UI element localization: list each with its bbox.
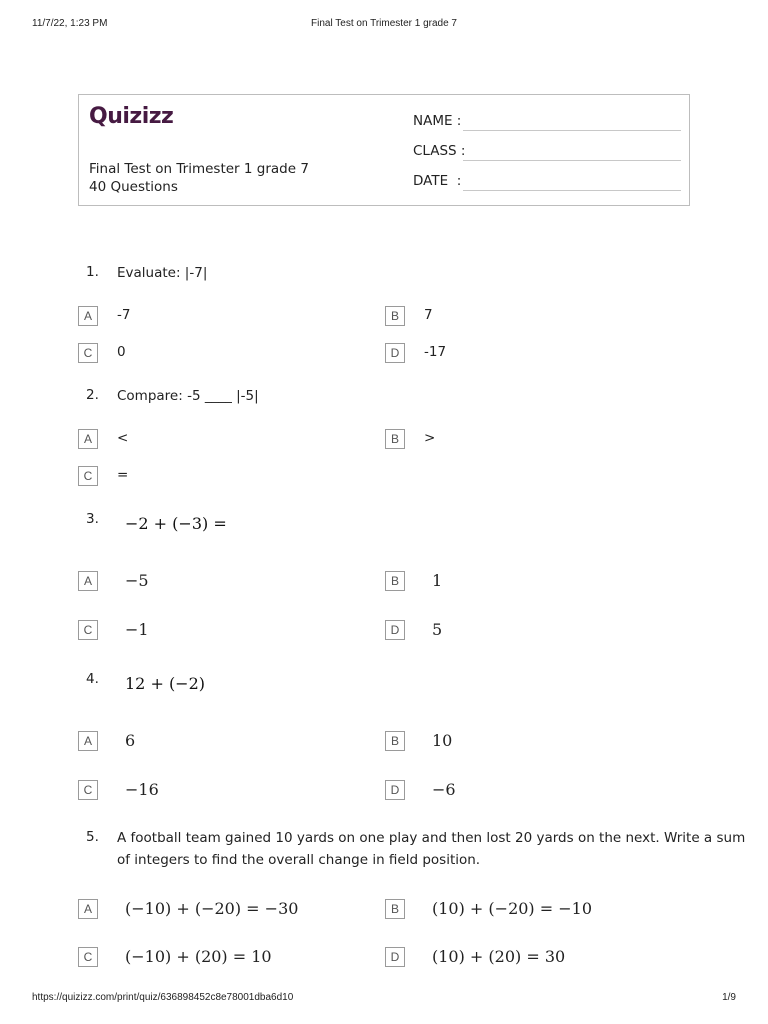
option-letter-box: B	[385, 306, 405, 326]
question-5-text-line-1: A football team gained 10 yards on one play and then lost 20 yards on the next. Write a sum	[117, 830, 746, 846]
question-2-number: 2.	[86, 387, 99, 403]
name-line	[463, 130, 681, 131]
print-url: https://quizizz.com/print/quiz/636898452c8e78001dba6d10	[32, 992, 294, 1003]
question-1-text: Evaluate: |-7|	[117, 265, 208, 281]
date-field[interactable]	[413, 171, 681, 191]
option-letter-box: C	[78, 343, 98, 363]
option-text: 6	[125, 731, 136, 750]
question-3-number: 3.	[86, 511, 99, 527]
class-field[interactable]	[413, 141, 681, 161]
option-letter-box: B	[385, 731, 405, 751]
option-letter-box: A	[78, 429, 98, 449]
question-3-text: −2 + (−3) =	[125, 514, 227, 533]
option-letter-box: A	[78, 571, 98, 591]
class-label: CLASS :	[413, 143, 466, 159]
option-letter-box: A	[78, 731, 98, 751]
option-text: 7	[424, 307, 433, 323]
option-letter-box: A	[78, 899, 98, 919]
date-label: DATE :	[413, 173, 462, 189]
option-text: (−10) + (20) = 10	[125, 947, 272, 966]
name-field[interactable]	[413, 111, 681, 131]
option-text: -17	[424, 344, 447, 360]
class-line	[463, 160, 681, 161]
question-5-text-line-2: of integers to find the overall change in field position.	[117, 852, 481, 868]
option-text: 5	[432, 620, 443, 639]
question-1-number: 1.	[86, 264, 99, 280]
option-letter-box: A	[78, 306, 98, 326]
question-count: 40 Questions	[89, 179, 178, 195]
option-letter-box: D	[385, 947, 405, 967]
option-text: >	[424, 430, 436, 446]
option-text: (−10) + (−20) = −30	[125, 899, 299, 918]
option-letter-box: D	[385, 343, 405, 363]
option-text: =	[117, 467, 129, 483]
page-number: 1/9	[722, 992, 736, 1003]
option-letter-box: C	[78, 780, 98, 800]
option-letter-box: C	[78, 466, 98, 486]
name-label: NAME :	[413, 113, 462, 129]
option-text: 10	[432, 731, 453, 750]
option-letter-box: B	[385, 899, 405, 919]
option-letter-box: C	[78, 620, 98, 640]
option-letter-box: B	[385, 571, 405, 591]
question-4-text: 12 + (−2)	[125, 674, 206, 693]
quiz-title: Final Test on Trimester 1 grade 7	[89, 161, 309, 177]
quizizz-logo: Quizizz	[89, 104, 174, 129]
option-text: (10) + (20) = 30	[432, 947, 566, 966]
option-text: (10) + (−20) = −10	[432, 899, 593, 918]
option-text: 1	[432, 571, 443, 590]
option-letter-box: B	[385, 429, 405, 449]
option-text: −16	[125, 780, 159, 799]
option-text: −5	[125, 571, 149, 590]
option-letter-box: D	[385, 780, 405, 800]
quiz-header-box	[78, 94, 690, 206]
question-5-number: 5.	[86, 829, 99, 845]
print-doc-title: Final Test on Trimester 1 grade 7	[311, 18, 457, 29]
print-header	[32, 18, 736, 32]
question-2-text: Compare: -5 ____ |-5|	[117, 388, 259, 404]
print-footer	[32, 992, 736, 1006]
option-text: −1	[125, 620, 149, 639]
question-4-number: 4.	[86, 671, 99, 687]
date-line	[463, 190, 681, 191]
option-text: -7	[117, 307, 131, 323]
option-text: <	[117, 430, 129, 446]
print-date: 11/7/22, 1:23 PM	[32, 18, 108, 29]
option-text: 0	[117, 344, 126, 360]
option-letter-box: C	[78, 947, 98, 967]
option-text: −6	[432, 780, 456, 799]
option-letter-box: D	[385, 620, 405, 640]
